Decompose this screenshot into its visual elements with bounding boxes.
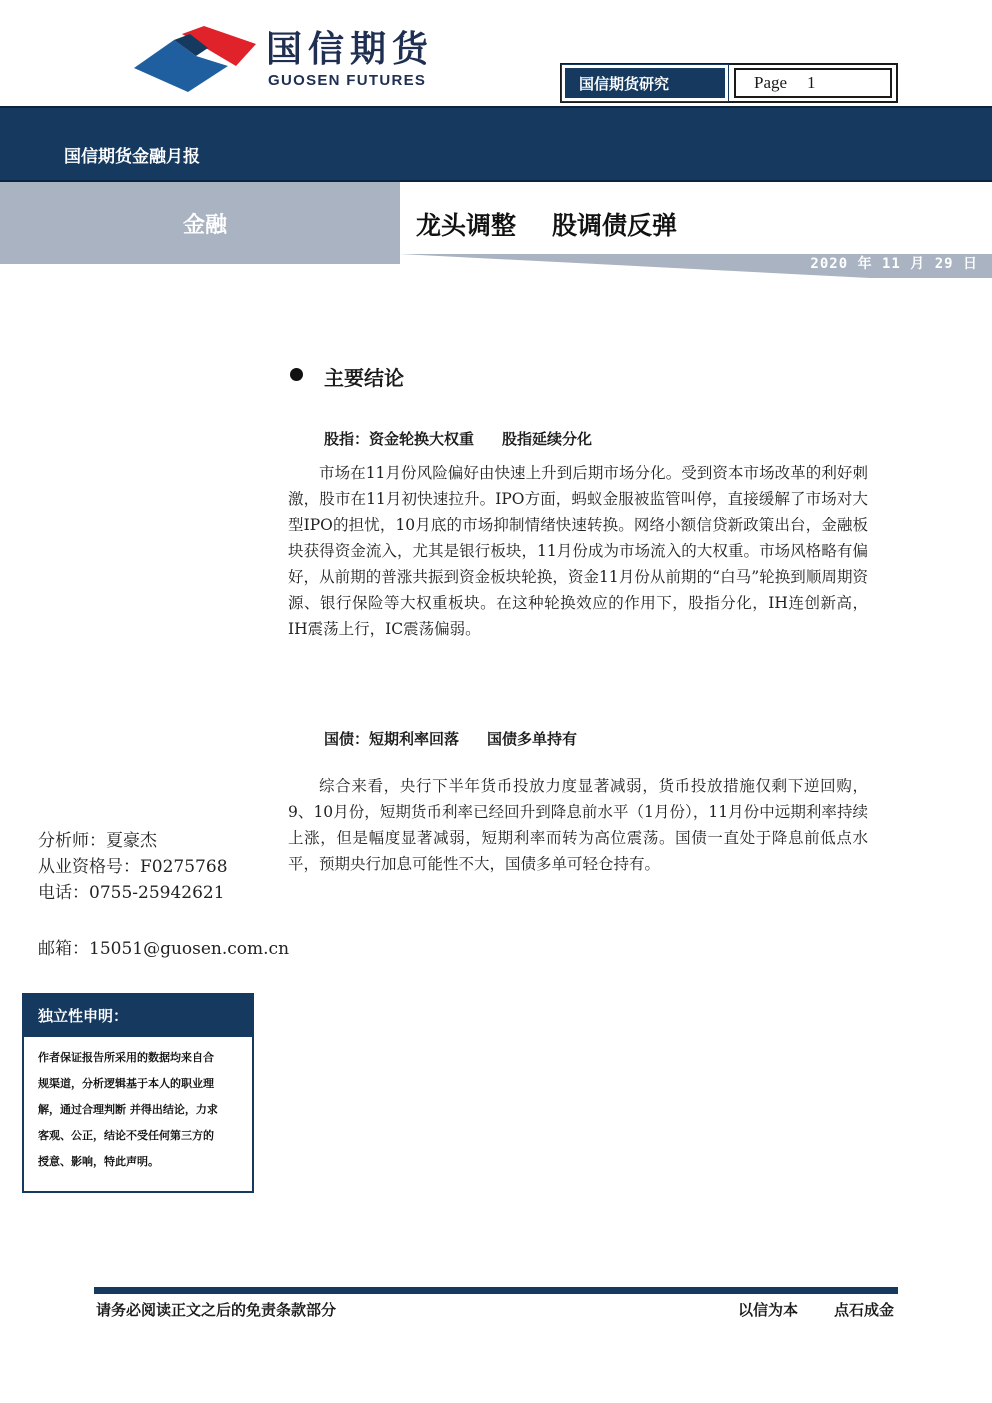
footer-disclaimer: 请务必阅读正文之后的免责条款部分 xyxy=(96,1301,337,1319)
statement-line: 作者保证报告所采用的数据均来自合 xyxy=(38,1051,214,1064)
statement-line: 客观、公正，结论不受任何第三方的 xyxy=(38,1129,214,1142)
analyst-name: 分析师：夏豪杰 xyxy=(38,831,157,851)
sector-label: 金融 xyxy=(183,213,228,238)
equity-heading-a: 股指：资金轮换大权重 xyxy=(324,430,475,448)
equity-heading-b: 股指延续分化 xyxy=(502,430,593,448)
page-number: 1 xyxy=(807,73,816,92)
statement-line: 授意、影响，特此声明。 xyxy=(38,1155,159,1168)
report-name-band xyxy=(0,106,992,182)
statement-body xyxy=(24,1037,252,1175)
analyst-info xyxy=(38,828,228,906)
slogan-a: 以信为本 xyxy=(737,1301,798,1319)
report-date: 2020 年 11 月 29 日 xyxy=(810,256,978,272)
statement-line: 规渠道，分析逻辑基于本人的职业理 xyxy=(38,1077,214,1090)
footer-slogan xyxy=(738,1299,894,1320)
section-title: 主要结论 xyxy=(324,366,404,390)
bullet-icon xyxy=(290,368,303,381)
headline-part-1: 龙头调整 xyxy=(416,211,517,240)
analyst-license: 从业资格号：F0275768 xyxy=(38,857,228,877)
research-page-box xyxy=(560,63,898,103)
footer-rule xyxy=(94,1287,898,1294)
page-indicator xyxy=(734,68,892,98)
report-headline xyxy=(416,206,677,242)
report-name: 国信期货金融月报 xyxy=(64,147,200,167)
headline-part-2: 股调债反弹 xyxy=(552,211,678,240)
equity-subheading xyxy=(324,428,592,449)
logo-english-name: GUOSEN FUTURES xyxy=(268,72,427,89)
analyst-email: 邮箱：15051@guosen.com.cn xyxy=(38,939,290,959)
analyst-phone: 电话：0755-25942621 xyxy=(38,883,225,903)
page-label: Page xyxy=(754,73,788,92)
bond-heading-b: 国债多单持有 xyxy=(487,730,578,748)
guosen-logo-icon xyxy=(134,26,256,92)
statement-line: 解，通过合理判断 并得出结论，力求 xyxy=(38,1103,218,1116)
research-label: 国信期货研究 xyxy=(562,65,728,101)
statement-title: 独立性申明： xyxy=(24,995,252,1037)
bond-paragraph: 综合来看，央行下半年货币投放力度显著减弱，货币投放措施仅剩下逆回购，9、10月份，短期货币利率已经回升到降息前水平（1月份），11月份中远期利率持续上涨，但是幅度显著减弱，短期利率而转为高位震荡。国债一直处于降息前低点水平，预期央行加息可能性不大，国债多单可轻仓持有。 xyxy=(288,777,868,873)
bond-heading-a: 国债：短期利率回落 xyxy=(324,730,460,748)
sector-block xyxy=(0,182,400,264)
independence-statement xyxy=(22,993,254,1193)
bond-subheading xyxy=(324,728,577,749)
slogan-b: 点石成金 xyxy=(833,1301,894,1319)
equity-paragraph: 市场在11月份风险偏好由快速上升到后期市场分化。受到资本市场改革的利好刺激，股市在11月初快速拉升。IPO方面，蚂蚁金服被监管叫停，直接缓解了市场对大型IPO的担忧，10月底的市场抑制情绪快速转换。网络小额信贷新政策出台，金融板块获得资金流入，尤其是银行板块，11月份成为市场流入的大权重。市场风格略有偏好，从前期的普涨共振到资金板块轮换，资金11月份从前期的“白马”轮换到顺周期资源、银行保险等大权重板块。在这种轮换效应的作用下，股指分化，IH连创新高，IH震荡上行，IC震荡偏弱。 xyxy=(288,464,868,638)
logo-chinese-name: 国信期货 xyxy=(266,29,435,70)
